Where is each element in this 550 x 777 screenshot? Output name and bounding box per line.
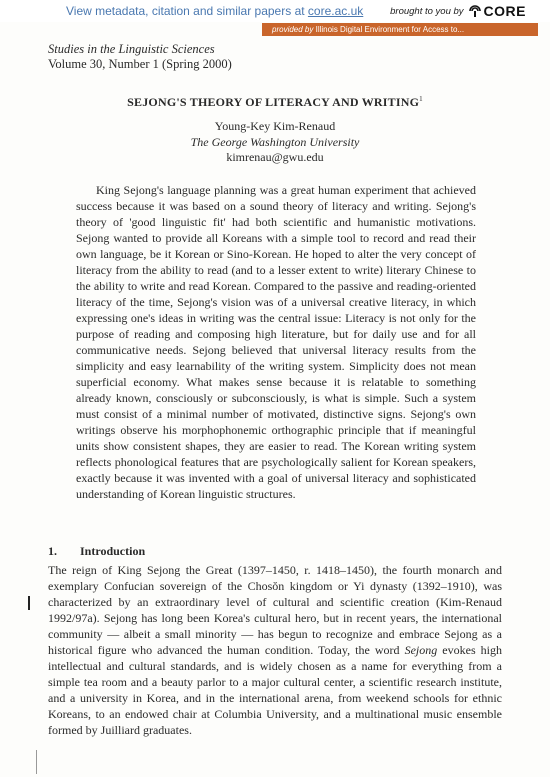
core-metadata-label: View metadata, citation and similar papers at [66,4,305,18]
author-email: kimrenau@gwu.edu [226,150,324,164]
author-name: Young-Key Kim-Renaud [214,119,336,133]
core-banner [0,0,550,22]
scan-margin-mark [28,596,30,610]
core-brought-by [390,3,526,19]
core-link[interactable]: core.ac.uk [307,4,364,18]
provided-by-bar[interactable] [262,23,538,36]
section-number: 1. [48,544,57,558]
section-title: Introduction [80,544,146,558]
core-logo[interactable] [468,3,526,19]
intro-italic-term: Sejong [404,643,438,657]
paper-title-text: SEJONG'S THEORY OF LITERACY AND WRITING [127,95,420,109]
provider-name: Illinois Digital Environment for Access to... [315,25,465,34]
brought-by-label: brought to you by [390,5,464,17]
title-footnote-marker[interactable]: 1 [419,95,423,103]
journal-volume: Volume 30, Number 1 (Spring 2000) [48,57,232,71]
section-heading [48,544,145,559]
paper-title [0,95,550,110]
core-logo-text: CORE [483,3,526,19]
journal-name: Studies in the Linguistic Sciences [48,42,215,56]
abstract: King Sejong's language planning was a great human experiment that achieved success because it was based on a sound theory of literacy and writing. Sejong's theory of 'good linguistic fit' had both scientific and humanistic motivations. Sejong wanted to provide all Koreans with a simple tool to record and read their own language, be it Korean or Sino-Korean. He hoped to alter the very concept of literacy from the ability to read (and to a lesser extent to write) literary Chinese to the ability to write and read Korean. Compared to the passive and reading-oriented literacy of the time, Sejong's vision was of a universal creative literacy, in which expressing one's ideas in writing was the central issue: Literacy is not only for the purpose of reading and composing high literature, but for daily use and for all communicative needs. Sejong believed that universal literacy results from the simplicity and easy learnability of the writing system. Simplicity does not mean superficial economy. What makes sense because it is relatable to something already known, consciously or subconsciously, is what is simple. Such a system must consist of a minimal number of motivated, distinctive signs. Sejong's own writings observe his morphophonemic orthographic principle that if meaningful units show consistent shapes, they are easier to read. The Korean writing system reflects phonological features that are psychologically salient for Korean speakers, exactly because it was invented with a goal of universal literacy and sophisticated understanding of Korean linguistic structures. [76,183,476,501]
core-logo-icon [468,4,482,18]
author-block [0,119,550,166]
introduction-paragraph [48,562,502,738]
provided-by-prefix: provided by [272,25,314,34]
journal-header [48,42,232,72]
core-metadata-text [66,4,363,18]
intro-text-part-1: The reign of King Sejong the Great (1397–1450, r. 1418–1450), the fourth monarch and exemplary Confucian sovereign of the Chosŏn kingdom or Yi dynasty (1392–1910), was characterized by an extraordinary level of cultural and scientific creation (Kim-Renaud 1992/97a). Sejong has long been Korea's cultural hero, but in recent years, the international community — albeit a small minority — has begun to recognize and embrace Sejong as a historical figure who advanced the human condition. Today, the word [48,563,502,657]
intro-text-part-2: evokes high intellectual and cultural standards, and is widely chosen as a name for everything from a simple tea room and a beauty parlor to a major cultural center, a scientific research institute, and a university in Korea, and in the international arena, from weekend schools for ethnic Koreans, to an endowed chair at Columbia University, and a multinational music ensemble formed by Juilliard graduates. [48,643,503,737]
scan-margin-line [36,750,37,774]
author-affiliation: The George Washington University [190,134,360,149]
